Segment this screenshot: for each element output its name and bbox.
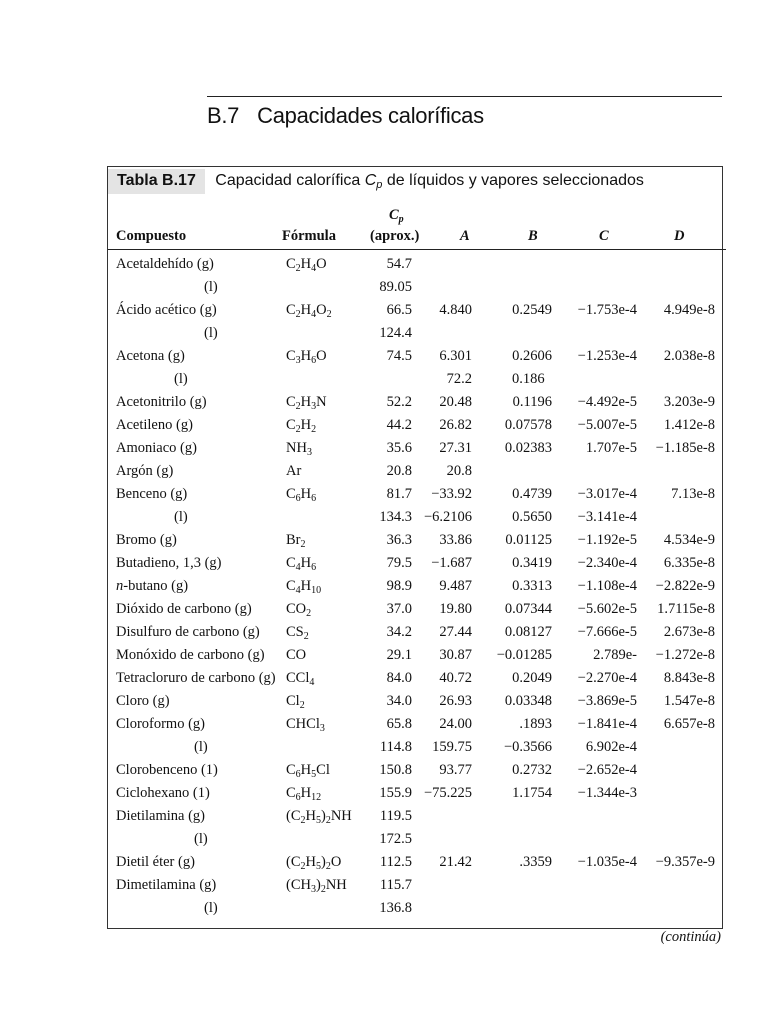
table-row [108,437,722,460]
cell-c: −3.017e-4 [577,486,637,502]
cell-b: .3359 [519,854,552,870]
cell-a: −6.2106 [423,509,472,525]
cell-cp: 52.2 [386,394,412,410]
cell-d: 3.203e-9 [663,394,715,410]
cell-compound: (l) [204,325,218,341]
cell-compound: Cloroformo (g) [116,716,205,732]
cell-cp: 74.5 [386,348,412,364]
cell-a: 93.77 [439,762,472,778]
cell-cp: 66.5 [386,302,412,318]
table-caption-text: Capacidad calorífica $C_p$ de líquidos y vapores seleccionados [215,172,644,191]
table-row [108,621,722,644]
cell-compound: (l) [194,831,208,847]
cell-c: −5.602e-5 [577,601,637,617]
cell-a: 9.487 [439,578,472,594]
cell-b: −0.01285 [496,647,552,663]
section-title: Capacidades caloríficas [257,103,484,128]
cell-a: 6.301 [439,348,472,364]
cell-a: −75.225 [423,785,472,801]
cell-d: 6.657e-8 [663,716,715,732]
cell-formula: $NH_3$ [286,440,312,458]
cell-formula: $CS_2$ [286,624,309,642]
cell-compound: n-butano (g) [116,578,189,594]
table-row [108,897,722,920]
table-row [108,552,722,575]
cell-a: 20.8 [446,463,472,479]
cell-a: −33.92 [431,486,472,502]
cell-d: 7.13e-8 [671,486,715,502]
cell-formula: $C_6H_6$ [286,486,317,504]
table-row [108,667,722,690]
cell-c: −3.141e-4 [577,509,637,525]
header-b: B [528,228,538,244]
cell-c: −1.841e-4 [577,716,637,732]
section-number: B.7 [207,103,240,128]
table-caption [108,167,644,193]
cell-d: 2.673e-8 [663,624,715,640]
cell-cp: 36.3 [386,532,412,548]
cell-formula: $C_6H_{12}$ [286,785,322,803]
cell-compound: Dietilamina (g) [116,808,205,824]
header-cp-note: (aprox.) [370,228,420,244]
table-row [108,345,722,368]
cell-compound: Cloro (g) [116,693,170,709]
cell-compound: Argón (g) [116,463,174,479]
cell-cp: 98.9 [386,578,412,594]
cell-a: 24.00 [439,716,472,732]
header-compound: Compuesto [116,228,187,244]
cell-a: 20.48 [439,394,472,410]
cell-cp: 37.0 [386,601,412,617]
cell-cp: 155.9 [379,785,412,801]
cell-c: −1.753e-4 [577,302,637,318]
cell-a: 72.2 [446,371,472,387]
cell-cp: 124.4 [379,325,412,341]
section-rule [207,96,722,97]
cell-compound: Ciclohexano (1) [116,785,210,801]
header-d: D [674,228,685,244]
cell-d: −2.822e-9 [655,578,715,594]
cell-c: −7.666e-5 [577,624,637,640]
cell-formula: $(CH_3)_2NH$ [286,877,347,895]
cell-formula: $CO_2$ [286,601,312,619]
cell-cp: 35.6 [386,440,412,456]
cell-cp: 79.5 [386,555,412,571]
cell-c: −1.192e-5 [577,532,637,548]
table-row [108,529,722,552]
table-row [108,276,722,299]
cell-d: 1.7115e-8 [657,601,715,617]
cell-d: −1.185e-8 [655,440,715,456]
cell-compound: Acetona (g) [116,348,185,364]
cell-formula: $C_4H_{10}$ [286,578,322,596]
cell-formula: $Cl_2$ [286,693,305,711]
cell-compound: Ácido acético (g) [116,302,217,318]
cell-d: 4.534e-9 [663,532,715,548]
cell-cp: 136.8 [379,900,412,916]
table-row [108,253,722,276]
cell-cp: 150.8 [379,762,412,778]
cell-cp: 34.2 [386,624,412,640]
cell-b: 0.3313 [512,578,552,594]
cell-cp: 65.8 [386,716,412,732]
table-box [107,166,723,929]
cell-cp: 34.0 [386,693,412,709]
cell-cp: 84.0 [386,670,412,686]
cell-c: −4.492e-5 [577,394,637,410]
cell-cp: 20.8 [386,463,412,479]
table-header [108,207,722,249]
cell-formula: CCl$_4$ [286,670,315,688]
table-row [108,460,722,483]
cell-compound: (l) [194,739,208,755]
cell-cp: 115.7 [379,877,412,893]
cell-compound: Clorobenceno (1) [116,762,218,778]
cell-compound: Dióxido de carbono (g) [116,601,252,617]
cell-cp: 29.1 [386,647,412,663]
cell-compound: Butadieno, 1,3 (g) [116,555,222,571]
cell-b: 0.3419 [512,555,552,571]
cell-c: −1.344e-3 [577,785,637,801]
cell-d: −1.272e-8 [655,647,715,663]
cell-a: 40.72 [439,670,472,686]
cell-d: 2.038e-8 [663,348,715,364]
header-a: A [460,228,470,244]
cell-a: 21.42 [439,854,472,870]
cell-a: 26.93 [439,693,472,709]
cell-compound: Benceno (g) [116,486,188,502]
cell-a: 26.82 [439,417,472,433]
cell-compound: (l) [204,279,218,295]
table-row [108,368,722,391]
table-row [108,391,722,414]
continue-note: (continúa) [660,929,721,945]
cell-cp: 119.5 [379,808,412,824]
cell-formula: $C_2H_3N$ [286,394,327,412]
cell-cp: 172.5 [379,831,412,847]
cell-a: 27.44 [439,624,472,640]
cell-compound: Acetaldehído (g) [116,256,214,272]
cell-c: −2.270e-4 [577,670,637,686]
cell-formula: $C_3H_6O$ [286,348,327,366]
cell-formula: $(C_2H_5)_2NH$ [286,808,352,826]
header-cp-symbol: $C_p$ [389,207,404,225]
table-row [108,299,722,322]
cell-compound: Monóxido de carbono (g) [116,647,265,663]
table-row [108,713,722,736]
cell-a: 30.87 [439,647,472,663]
cell-c: −1.035e-4 [577,854,637,870]
cell-compound: Acetileno (g) [116,417,193,433]
cell-cp: 114.8 [379,739,412,755]
cell-c: 2.789e- [593,647,637,663]
cell-b: 0.2606 [512,348,552,364]
cell-compound: Bromo (g) [116,532,177,548]
table-tag: Tabla B.17 [108,169,205,194]
cell-b: 0.2549 [512,302,552,318]
cell-d: 1.547e-8 [663,693,715,709]
cell-c: −2.652e-4 [577,762,637,778]
cell-b: 0.1196 [512,394,552,410]
cell-c: −1.108e-4 [577,578,637,594]
cell-b: 0.2732 [512,762,552,778]
table-row [108,414,722,437]
table-row [108,736,722,759]
cell-formula: $C_2H_2$ [286,417,317,435]
cell-a: 159.75 [432,739,472,755]
cell-cp: 112.5 [379,854,412,870]
cell-c: −3.869e-5 [577,693,637,709]
cell-b: 0.08127 [504,624,552,640]
table-row [108,644,722,667]
cell-b: 0.03348 [504,693,552,709]
cell-d: 4.949e-8 [663,302,715,318]
cell-formula: $C_4H_6$ [286,555,317,573]
table-body [108,253,722,920]
table-row [108,805,722,828]
cell-b: 0.07578 [504,417,552,433]
cell-d: 8.843e-8 [663,670,715,686]
table-row [108,828,722,851]
table-row [108,598,722,621]
cell-compound: Acetonitrilo (g) [116,394,207,410]
cell-cp: 54.7 [386,256,412,272]
cell-formula: $(C_2H_5)_2O$ [286,854,342,872]
cell-a: 33.86 [439,532,472,548]
table-row [108,690,722,713]
cell-formula: $C_6H_5Cl$ [286,762,330,780]
cell-compound: (l) [174,509,188,525]
cell-b: 0.01125 [505,532,552,548]
cell-cp: 44.2 [386,417,412,433]
cell-compound: (l) [204,900,218,916]
cell-b: 0.2049 [512,670,552,686]
cell-cp: 81.7 [386,486,412,502]
cell-c: 6.902e-4 [585,739,637,755]
cell-a: 4.840 [439,302,472,318]
cell-formula: Ar [286,463,302,479]
cell-b: 0.02383 [504,440,552,456]
table-row [108,851,722,874]
cell-formula: CO [286,647,307,663]
cell-b: 0.07344 [504,601,552,617]
cell-b: 0.186 [512,371,545,387]
cell-compound: Tetracloruro de carbono (g) [116,670,276,686]
table-row [108,322,722,345]
cell-formula: $C_2H_4O_2$ [286,302,332,320]
cell-b: 0.4739 [512,486,552,502]
cell-compound: Dietil éter (g) [116,854,195,870]
cell-a: −1.687 [431,555,472,571]
cell-compound: Amoniaco (g) [116,440,197,456]
header-c: C [599,228,609,244]
cell-d: 6.335e-8 [663,555,715,571]
table-row [108,506,722,529]
cell-c: −2.340e-4 [577,555,637,571]
cell-cp: 134.3 [379,509,412,525]
cell-formula: $C_2H_4O$ [286,256,327,274]
header-rule [108,249,726,250]
cell-d: −9.357e-9 [655,854,715,870]
cell-c: −5.007e-5 [577,417,637,433]
cell-b: 0.5650 [512,509,552,525]
cell-c: 1.707e-5 [585,440,637,456]
cell-a: 27.31 [439,440,472,456]
cell-compound: Disulfuro de carbono (g) [116,624,260,640]
table-row [108,575,722,598]
cell-cp: 89.05 [379,279,412,295]
cell-d: 1.412e-8 [663,417,715,433]
cell-a: 19.80 [439,601,472,617]
cell-formula: CHCl$_3$ [286,716,325,734]
table-row [108,759,722,782]
cell-c: −1.253e-4 [577,348,637,364]
table-row [108,483,722,506]
cell-b: 1.1754 [512,785,552,801]
table-row [108,782,722,805]
cell-b: .1893 [519,716,552,732]
section-heading [207,103,484,129]
cell-b: −0.3566 [503,739,552,755]
cell-formula: $Br_2$ [286,532,306,550]
cell-compound: Dimetilamina (g) [116,877,217,893]
table-row [108,874,722,897]
header-formula: Fórmula [282,228,336,244]
cell-compound: (l) [174,371,188,387]
